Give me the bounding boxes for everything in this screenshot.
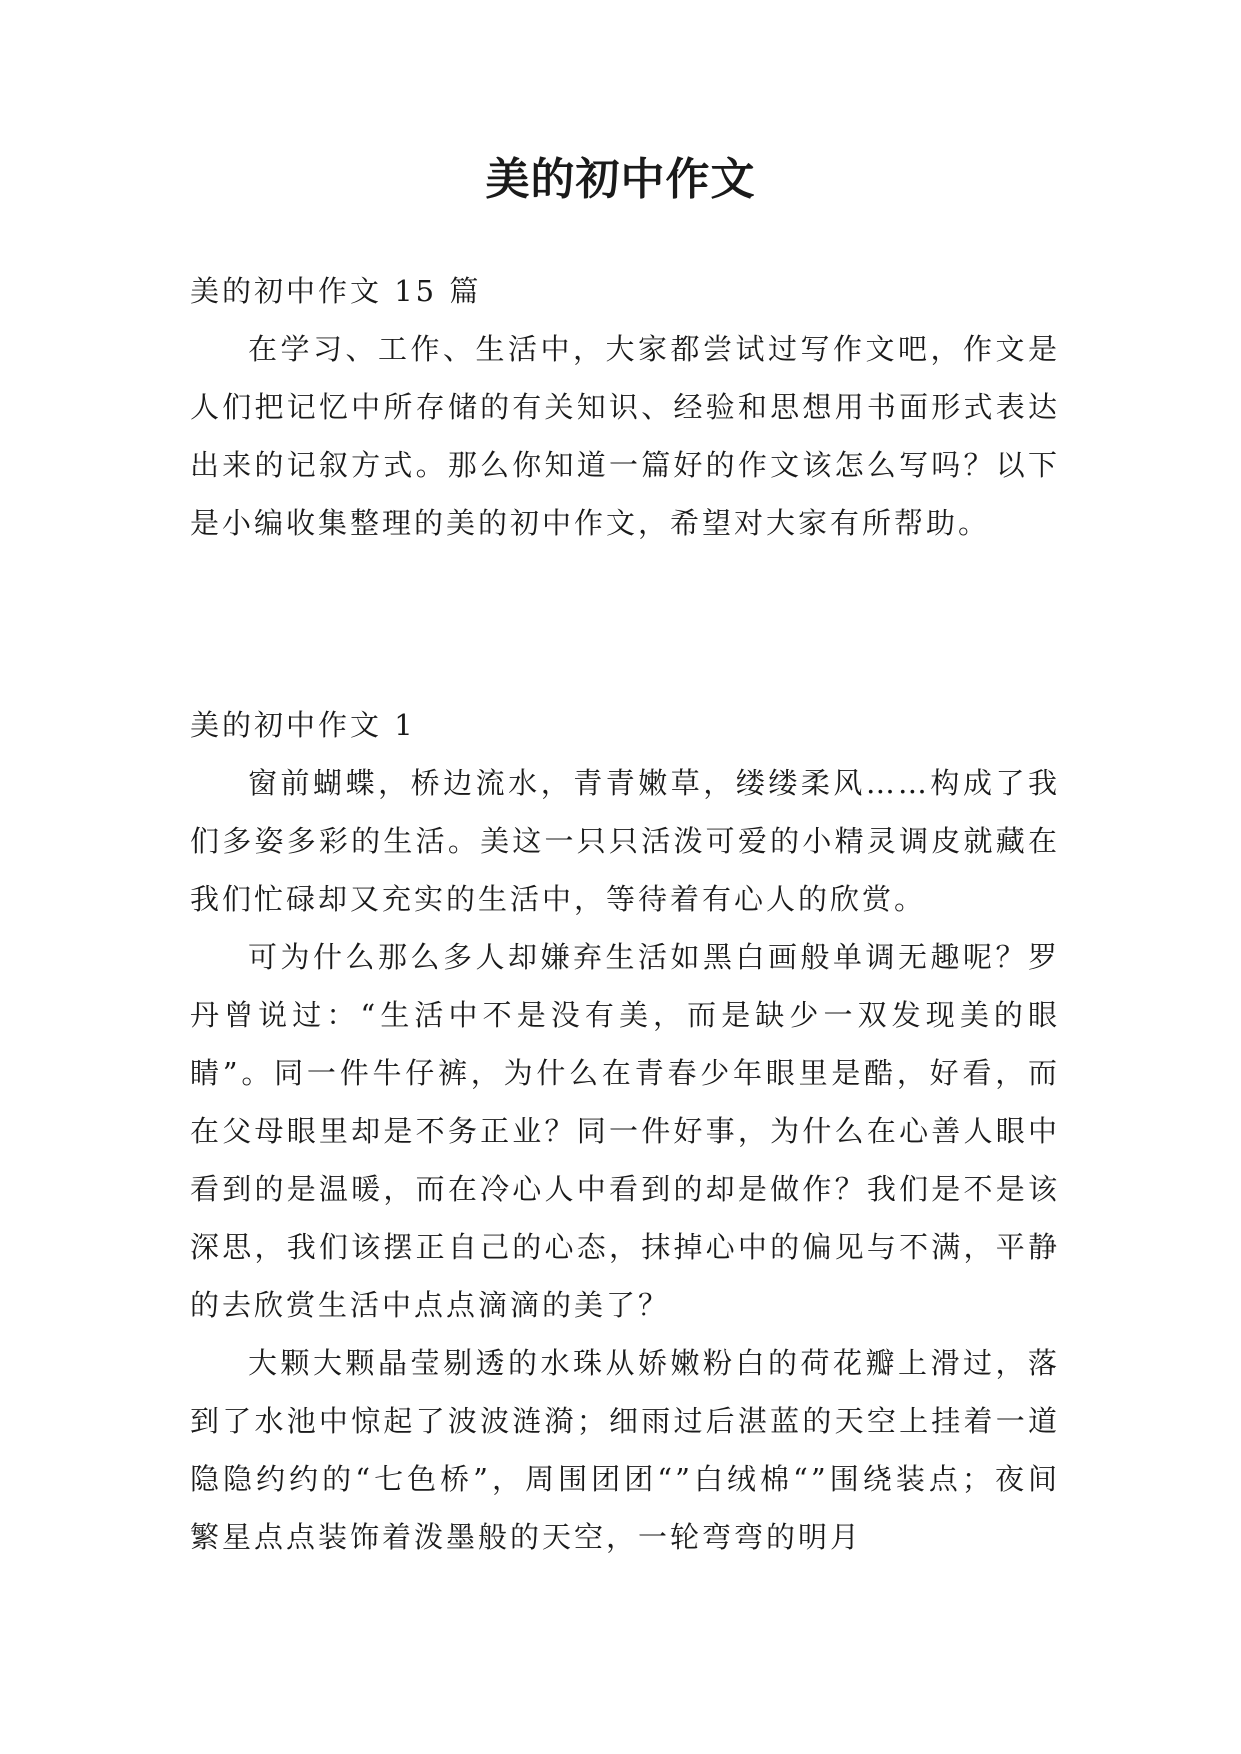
essay-1-paragraph: 窗前蝴蝶，桥边流水，青青嫩草，缕缕柔风……构成了我们多姿多彩的生活。美这一只只活泼可爱的小精灵调皮就藏在我们忙碌却又充实的生活中，等待着有心人的欣赏。 — [190, 766, 1060, 916]
intro-section — [190, 262, 1060, 552]
intro-paragraph: 在学习、工作、生活中，大家都尝试过写作文吧，作文是人们把记忆中所存储的有关知识、经验和思想用书面形式表达出来的记叙方式。那么你知道一篇好的作文该怎么写吗？以下是小编收集整理的美的初中作文，希望对大家有所帮助。 — [190, 332, 1060, 540]
essay-1-paragraph: 可为什么那么多人却嫌弃生活如黑白画般单调无趣呢？罗丹曾说过：“生活中不是没有美，而是缺少一双发现美的眼睛”。同一件牛仔裤，为什么在青春少年眼里是酷，好看，而在父母眼里却是不务正业？同一件好事，为什么在心善人眼中看到的是温暖，而在冷心人中看到的却是做作？我们是不是该深思，我们该摆正自己的心态，抹掉心中的偏见与不满，平静的去欣赏生活中点点滴滴的美了？ — [190, 940, 1060, 1322]
intro-heading: 美的初中作文 15 篇 — [190, 274, 482, 308]
document-title: 美的初中作文 — [485, 154, 756, 205]
essay-1-heading: 美的初中作文 1 — [190, 708, 416, 742]
essay-1-paragraph: 大颗大颗晶莹剔透的水珠从娇嫩粉白的荷花瓣上滑过，落到了水池中惊起了波波涟漪；细雨过后湛蓝的天空上挂着一道隐隐约约的“七色桥”，周围团团“”白绒棉“”围绕装点；夜间繁星点点装饰着泼墨般的天空，一轮弯弯的明月 — [190, 1346, 1060, 1554]
essay-1-section — [190, 696, 1060, 1566]
